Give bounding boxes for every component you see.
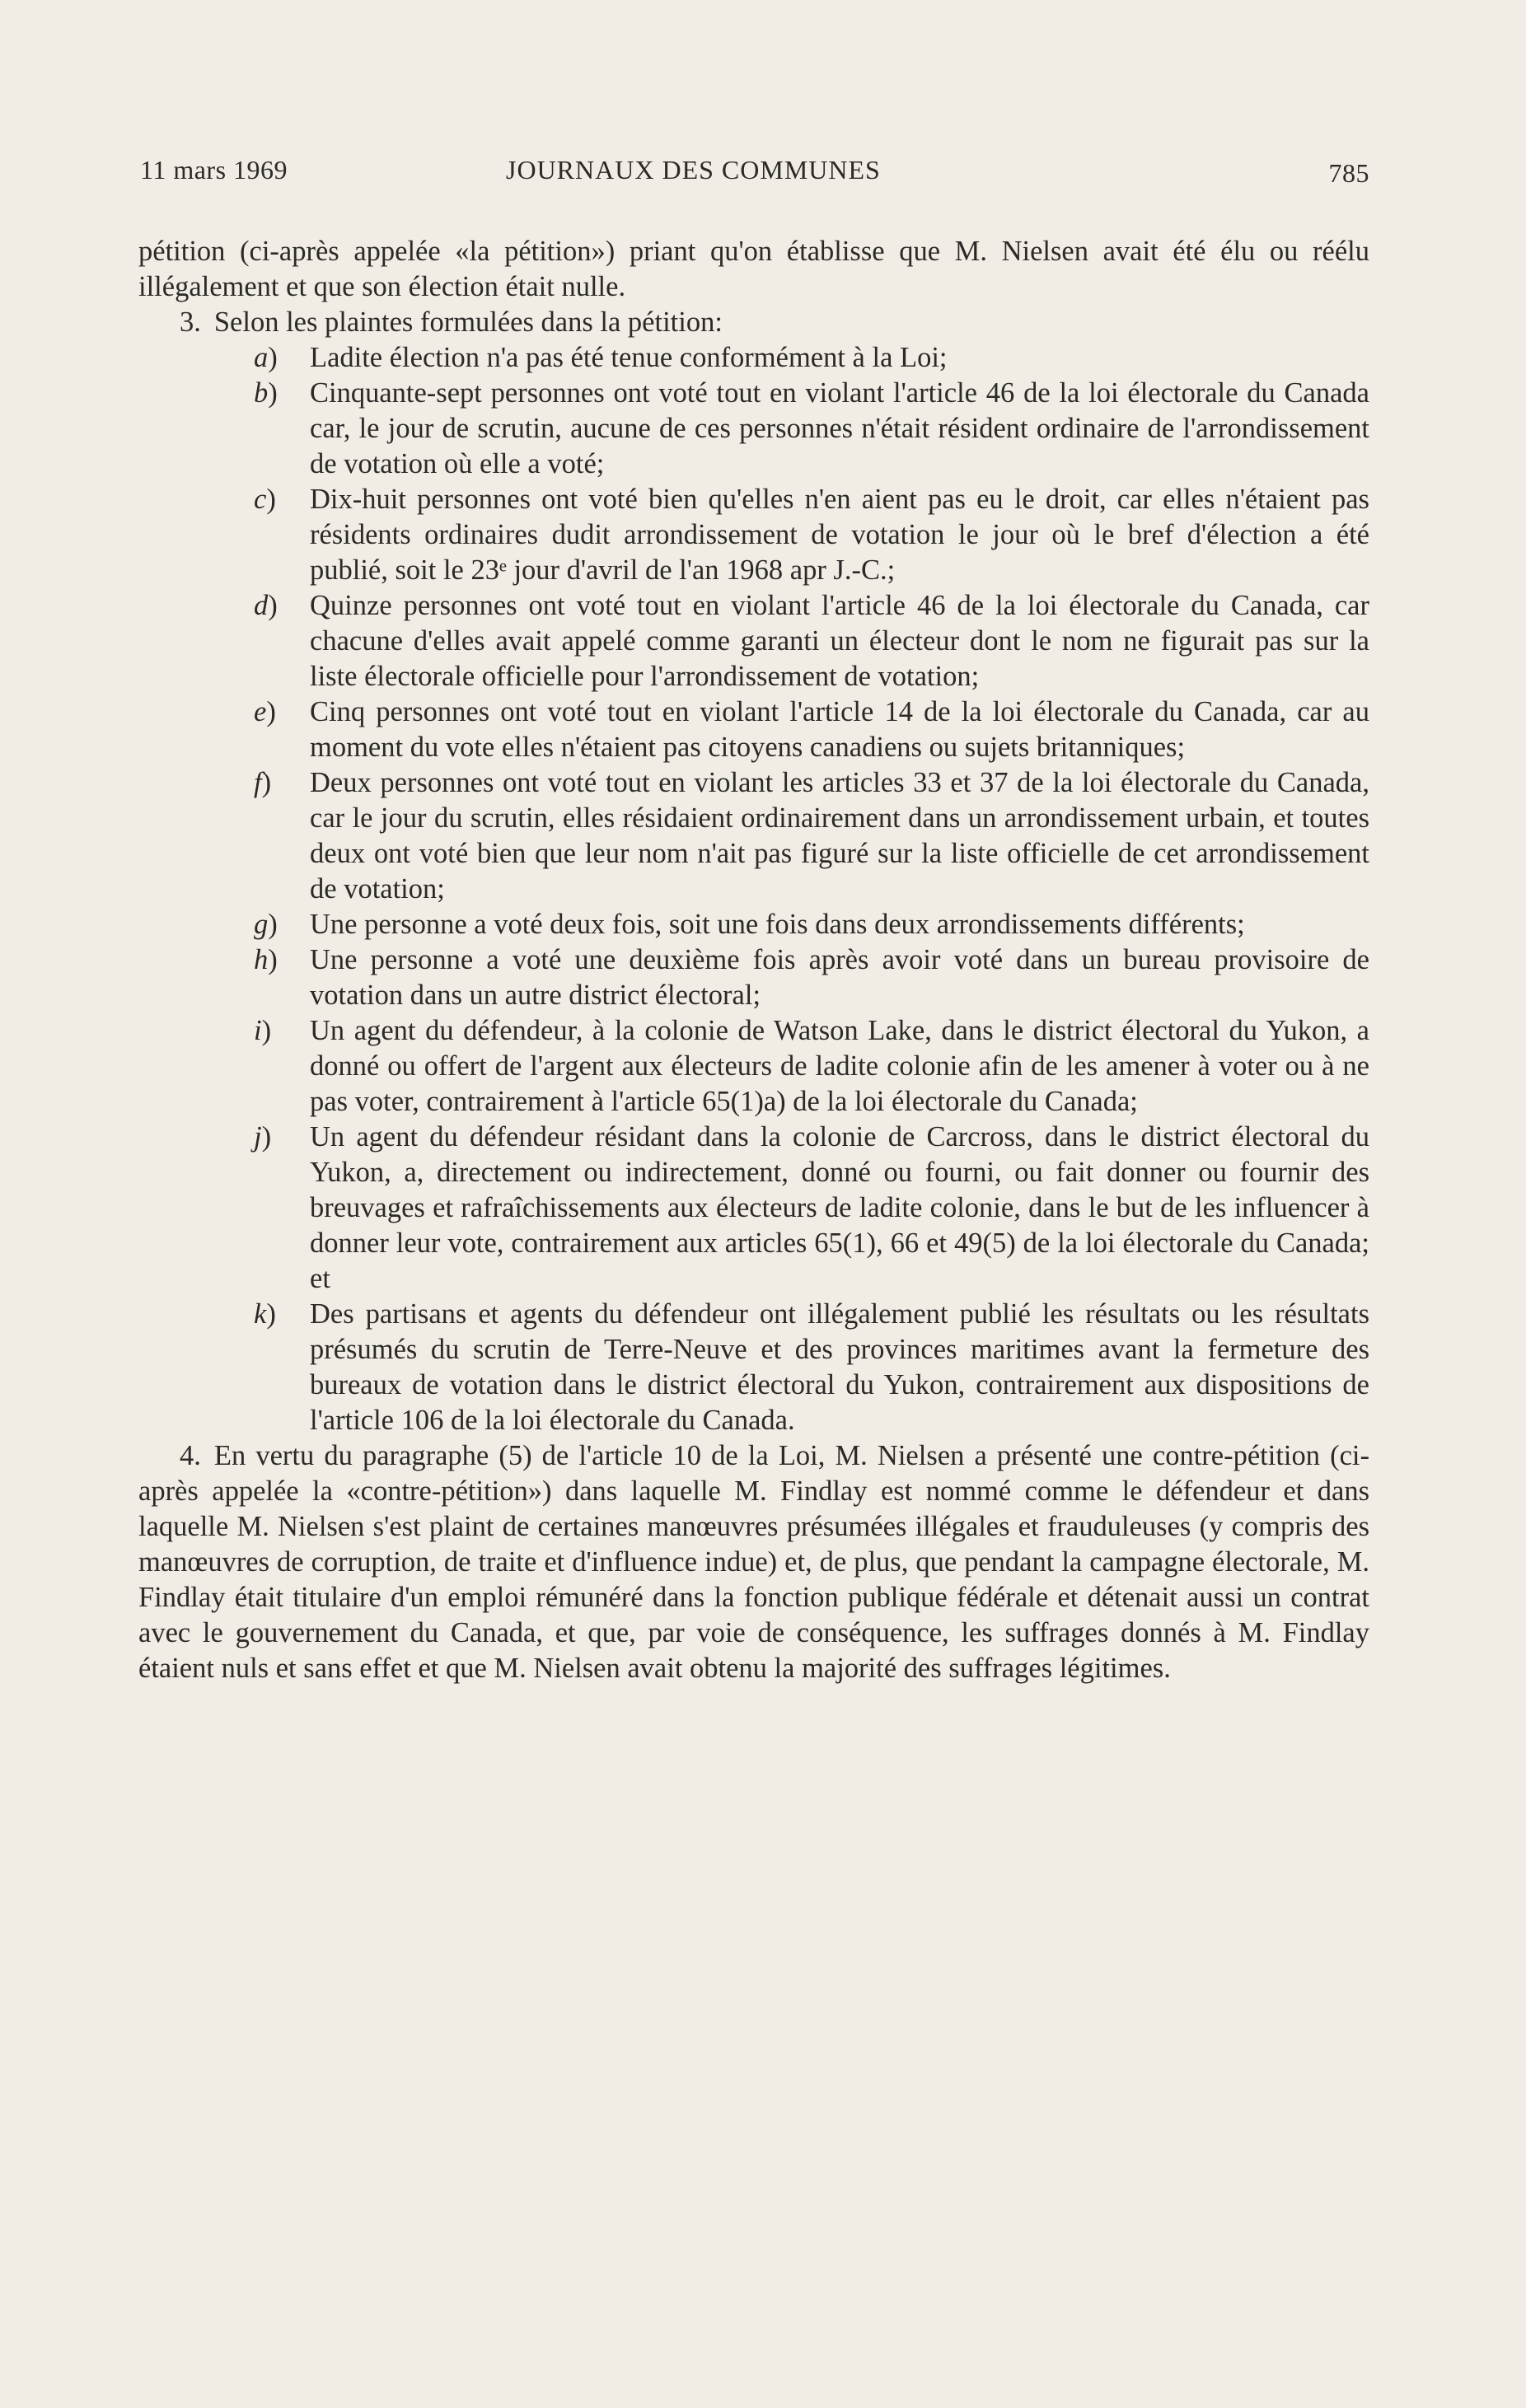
complaint-text: Ladite élection n'a pas été tenue conformément à la Loi; [310, 342, 948, 373]
running-header [138, 148, 1369, 198]
paragraph-4-number: 4. [180, 1440, 201, 1471]
complaint-text: Un agent du défendeur résidant dans la colonie de Carcross, dans le district électoral du Yukon, a, directement ou indirectement, donné ou fourni, ou fait donner ou fournir des breuvages et rafraîchissements aux électeurs de ladite colonie, dans le but de les influencer à donner leur vote, contrairement aux articles 65(1), 66 et 49(5) de la loi électorale du Canada; et [310, 1121, 1369, 1294]
complaint-item [138, 942, 1369, 1013]
header-page-number: 785 [1328, 158, 1369, 188]
complaint-text: Cinquante-sept personnes ont voté tout en violant l'article 46 de la loi électorale du Canada car, le jour de scrutin, aucune de ces personnes n'était résident ordinaire de l'arrondissement de votation où elle a voté; [310, 377, 1369, 479]
complaint-text: Une personne a voté une deuxième fois après avoir voté dans un bureau provisoire de votation dans un autre district électoral; [310, 944, 1369, 1011]
complaint-letter: i ) [254, 1013, 305, 1049]
complaint-item [138, 1120, 1369, 1297]
complaint-letter: c ) [254, 482, 305, 517]
complaint-letter: k ) [254, 1297, 305, 1332]
complaint-item [138, 1297, 1369, 1438]
complaint-item [138, 482, 1369, 588]
paragraph-3 [138, 305, 1369, 340]
complaint-item [138, 1013, 1369, 1120]
complaint-item [138, 907, 1369, 942]
paragraph-3-number: 3. [180, 306, 201, 338]
complaint-letter: d ) [254, 588, 305, 624]
complaint-item [138, 694, 1369, 765]
complaint-letter: a ) [254, 340, 305, 376]
complaint-item [138, 588, 1369, 694]
complaint-letter: b ) [254, 376, 305, 411]
complaint-letter: j ) [254, 1120, 305, 1155]
complaint-text: Cinq personnes ont voté tout en violant l'article 14 de la loi électorale du Canada, car au moment du vote elles n'étaient pas citoyens canadiens ou sujets britanniques; [310, 696, 1369, 763]
header-journal-title: JOURNAUX DES COMMUNES [506, 155, 881, 185]
complaint-item [138, 376, 1369, 482]
paragraph-3-text: Selon les plaintes formulées dans la pétition: [213, 306, 723, 338]
complaint-text: Dix-huit personnes ont voté bien qu'elles n'en aient pas eu le droit, car elles n'étaient pas résidents ordinaires dudit arrondissement de votation le jour où le bref d'élection a été publié, soit le 23ᵉ jour d'avril de l'an 1968 apr J.-C.; [310, 484, 1369, 586]
complaint-item [138, 765, 1369, 907]
complaint-text: Une personne a voté deux fois, soit une fois dans deux arrondissements différents; [310, 909, 1245, 940]
paragraph-4-text: En vertu du paragraphe (5) de l'article 10 de la Loi, M. Nielsen a présenté une contre-pétition (ci-après appelée la «contre-pétition») dans laquelle M. Findlay est nommé comme le défendeur et dans laquelle M. Nielsen s'est plaint de certaines manœuvres présumées illégales et frauduleuses (y compris des manœuvres de corruption, de traite et d'influence indue) et, de plus, que pendant la campagne électorale, M. Findlay était titulaire d'un emploi rémunéré dans la fonction publique fédérale et détenait aussi un contrat avec le gouvernement du Canada, et que, par voie de conséquence, les suffrages donnés à M. Findlay étaient nuls et sans effet et que M. Nielsen avait obtenu la majorité des suffrages légitimes. [138, 1440, 1369, 1684]
complaint-text: Un agent du défendeur, à la colonie de Watson Lake, dans le district électoral du Yukon, a donné ou offert de l'argent aux électeurs de ladite colonie afin de les amener à voter ou à ne pas voter, contrairement à l'article 65(1)a) de la loi électorale du Canada; [310, 1015, 1369, 1117]
page-body [138, 234, 1369, 1686]
complaint-text: Des partisans et agents du défendeur ont illégalement publié les résultats ou les résultats présumés du scrutin de Terre-Neuve et des provinces maritimes avant la fermeture des bureaux de votation dans le district électoral du Yukon, contrairement aux dispositions de l'article 106 de la loi électorale du Canada. [310, 1298, 1369, 1436]
complaint-list [138, 340, 1369, 1438]
paragraph-4 [138, 1438, 1369, 1686]
complaint-item [138, 340, 1369, 376]
complaint-text: Deux personnes ont voté tout en violant les articles 33 et 37 de la loi électorale du Canada, car le jour du scrutin, elles résidaient ordinairement dans un arrondissement urbain, et toutes deux ont voté bien que leur nom n'ait pas figuré sur la liste officielle de cet arrondissement de votation; [310, 767, 1369, 905]
complaint-text: Quinze personnes ont voté tout en violant l'article 46 de la loi électorale du Canada, car chacune d'elles avait appelé comme garanti un électeur dont le nom ne figurait pas sur la liste électorale officielle pour l'arrondissement de votation; [310, 590, 1369, 692]
complaint-letter: e ) [254, 694, 305, 730]
paragraph-continuation: pétition (ci-après appelée «la pétition») priant qu'on établisse que M. Nielsen avait été élu ou réélu illégalement et que son élection était nulle. [138, 236, 1369, 302]
complaint-letter: g ) [254, 907, 305, 942]
journal-page [138, 148, 1369, 1686]
complaint-letter: f ) [254, 765, 305, 801]
header-date: 11 mars 1969 [140, 155, 288, 185]
complaint-letter: h ) [254, 942, 305, 978]
